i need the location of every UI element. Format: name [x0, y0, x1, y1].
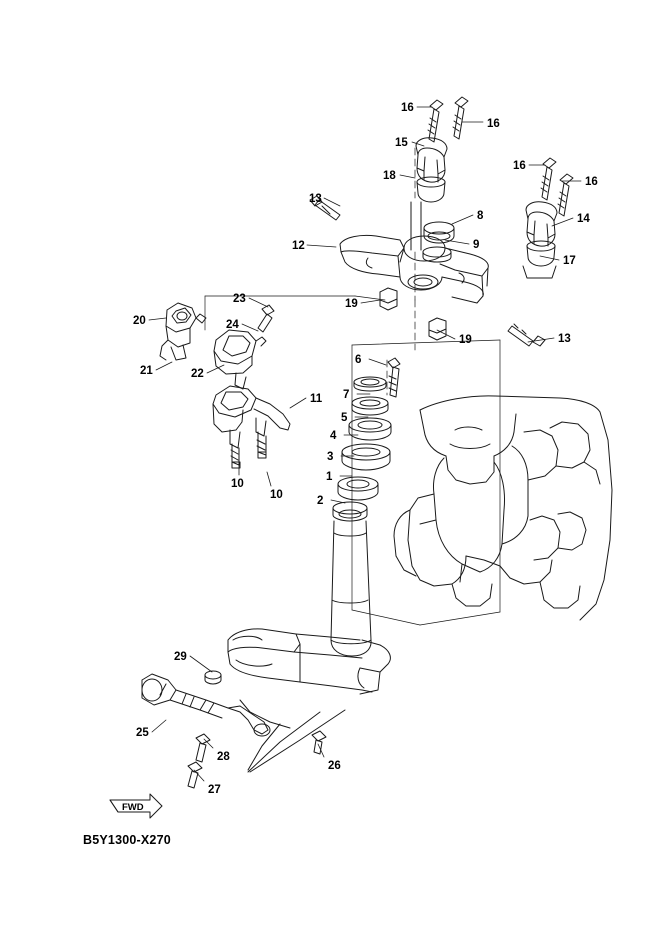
item-14-17-handlebar-holder-right: [523, 202, 557, 278]
frame-outline: [394, 396, 612, 620]
item-16-bolts-right: [541, 158, 573, 216]
callout-18: 18: [383, 170, 396, 182]
item-8-9-ring-nut-washer: [423, 222, 454, 262]
callout-16-b: 16: [487, 118, 500, 130]
callout-7: 7: [343, 389, 350, 401]
steering-stem-upper: [411, 202, 421, 250]
callout-11: 11: [310, 393, 323, 405]
lower-bracket: [228, 629, 390, 772]
steering-stem-shaft: [331, 521, 371, 656]
item-25-steering-damper: [142, 674, 270, 736]
callout-17: 17: [563, 255, 576, 267]
callout-23: 23: [233, 293, 246, 305]
callout-26: 26: [328, 760, 341, 772]
item-15-handlebar-holder-upper: [416, 138, 447, 202]
callout-21: 21: [140, 365, 153, 377]
callout-4: 4: [330, 430, 337, 442]
callout-16-c: 16: [513, 160, 526, 172]
bearing-stack: [333, 358, 400, 521]
item-11-stay: [213, 386, 290, 465]
callout-13-b: 13: [558, 333, 571, 345]
item-23-bolt: [258, 305, 274, 332]
callout-9: 9: [473, 239, 480, 251]
callout-1: 1: [326, 471, 333, 483]
callout-5: 5: [341, 412, 348, 424]
item-29-washer: [205, 671, 221, 684]
callout-19-a: 19: [345, 298, 358, 310]
callout-28: 28: [217, 751, 230, 763]
callout-27: 27: [208, 784, 221, 796]
callout-3: 3: [327, 451, 334, 463]
item-12-upper-bracket: [340, 235, 488, 303]
item-26-bolt: [312, 731, 326, 754]
item-13-pinch-bolts: [309, 193, 545, 346]
item-16-bolts-top: [428, 97, 468, 142]
callout-25: 25: [136, 727, 149, 739]
callout-12: 12: [292, 240, 305, 252]
callout-2: 2: [317, 495, 324, 507]
callout-10-a: 10: [231, 478, 244, 490]
item-27-28-bolts: [188, 734, 210, 788]
callout-13-a: 13: [309, 193, 322, 205]
callout-22: 22: [191, 368, 204, 380]
projection-lines: [387, 148, 415, 395]
item-22-24-clamp: [214, 330, 266, 389]
item-20-21-bracket: [160, 303, 206, 360]
callout-8: 8: [477, 210, 484, 222]
callout-14: 14: [577, 213, 590, 225]
callout-29: 29: [174, 651, 187, 663]
callout-20: 20: [133, 315, 146, 327]
callout-10-b: 10: [270, 489, 283, 501]
callout-15: 15: [395, 137, 408, 149]
item-19-nuts: [380, 288, 446, 340]
part-code-label: B5Y1300-X270: [83, 833, 171, 847]
callout-19-b: 19: [459, 334, 472, 346]
fwd-direction-label: FWD: [122, 802, 144, 813]
callout-16-a: 16: [401, 102, 414, 114]
callout-16-d: 16: [585, 176, 598, 188]
callout-24: 24: [226, 319, 239, 331]
callout-6: 6: [355, 354, 362, 366]
